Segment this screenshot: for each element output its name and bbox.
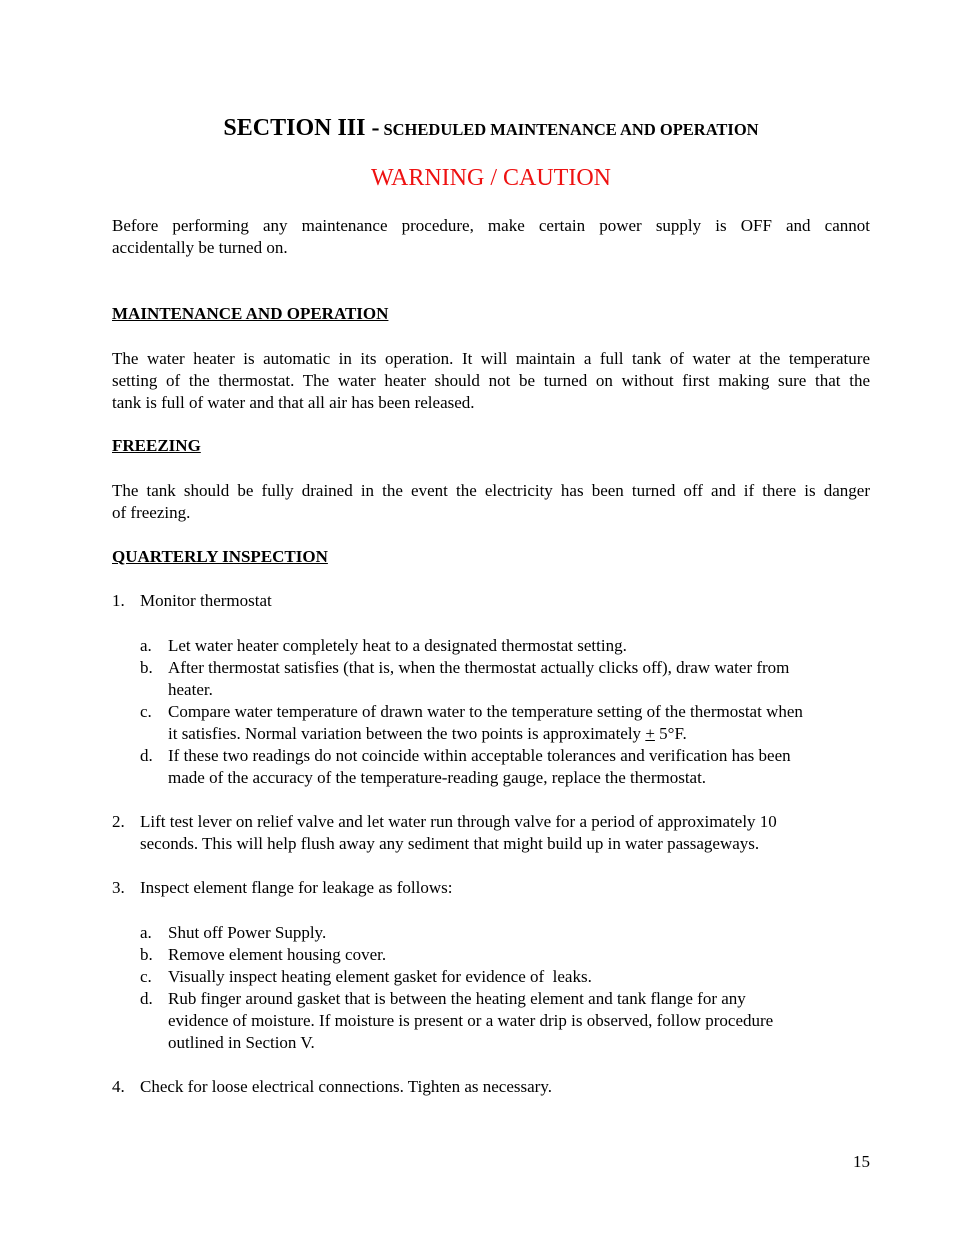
sub-item-text: Visually inspect heating element gasket for evidence of leaks. (168, 967, 592, 986)
tolerance-text: it satisfies. Normal variation between the two points is approximately (168, 724, 646, 743)
sub-item-text-cont: made of the accuracy of the temperature-reading gauge, replace the thermostat. (168, 768, 707, 787)
sub-item-3a (140, 922, 870, 944)
list-item-text: Lift test lever on relief valve and let water run through valve for a period of approximately 10 (140, 812, 777, 831)
sub-item-text: After thermostat satisfies (that is, when the thermostat actually clicks off), draw water from (168, 658, 790, 677)
sub-item-label: d. (140, 989, 153, 1008)
sub-item-text-cont: evidence of moisture. If moisture is present or a water drip is observed, follow procedure (168, 1011, 774, 1030)
maintenance-line-3: tank is full of water and that all air has been released. (112, 393, 475, 412)
freezing-heading: FREEZING (112, 436, 201, 455)
sub-item-label: b. (140, 945, 153, 964)
section-name: SCHEDULED MAINTENANCE AND OPERATION (383, 120, 759, 139)
sub-item-3d (140, 988, 870, 1054)
list-item-1 (112, 590, 870, 612)
sub-item-text: If these two readings do not coincide within acceptable tolerances and verification has been (168, 746, 791, 765)
sub-item-label: a. (140, 923, 152, 942)
sub-item-text: Let water heater completely heat to a designated thermostat setting. (168, 636, 627, 655)
sub-item-label: d. (140, 746, 153, 765)
tolerance-value: 5°F. (654, 724, 687, 743)
sub-item-text-cont: outlined in Section V. (168, 1033, 315, 1052)
sub-item-text: Remove element housing cover. (168, 945, 387, 964)
intro-line-1: Before performing any maintenance procedure, make certain power supply is OFF and cannot (112, 216, 870, 235)
sub-item-label: c. (140, 702, 152, 721)
sub-item-label: c. (140, 967, 152, 986)
maintenance-line-2: setting of the thermostat. The water heater should not be turned on without first making sure that the (112, 371, 870, 390)
sub-item-label: a. (140, 636, 152, 655)
sub-item-text: Shut off Power Supply. (168, 923, 327, 942)
intro-line-2: accidentally be turned on. (112, 238, 288, 257)
section-prefix: SECTION III - (223, 115, 380, 141)
list-item-text: Monitor thermostat (140, 591, 272, 610)
list-item-2 (112, 811, 870, 855)
page-number: 15 (853, 1152, 870, 1171)
maintenance-line-1: The water heater is automatic in its operation. It will maintain a full tank of water at the temperature (112, 349, 870, 368)
sub-item-1b (140, 657, 870, 701)
list-item-4 (112, 1076, 870, 1098)
sub-item-text: Compare water temperature of drawn water to the temperature setting of the thermostat when (168, 702, 803, 721)
list-item-number: 4. (112, 1077, 125, 1096)
sub-item-3b (140, 944, 870, 966)
plus-minus-symbol: + (645, 724, 655, 743)
sub-item-text-cont (168, 723, 687, 745)
list-item-number: 1. (112, 591, 125, 610)
list-item-number: 2. (112, 812, 125, 831)
list-item-text-cont: seconds. This will help flush away any sediment that might build up in water passageways. (140, 834, 760, 853)
sub-item-3c (140, 966, 870, 988)
sub-item-text: Rub finger around gasket that is between the heating element and tank flange for any (168, 989, 746, 1008)
freezing-line-2: of freezing. (112, 503, 191, 522)
maintenance-heading: MAINTENANCE AND OPERATION (112, 304, 389, 323)
freezing-line-1: The tank should be fully drained in the event the electricity has been turned off and if there is danger (112, 481, 870, 500)
sub-item-text-cont: heater. (168, 680, 213, 699)
section-title (112, 115, 870, 142)
quarterly-heading: QUARTERLY INSPECTION (112, 547, 328, 566)
list-item-text: Inspect element flange for leakage as follows: (140, 878, 453, 897)
sub-item-1d (140, 745, 870, 789)
sub-item-label: b. (140, 658, 153, 677)
list-item-number: 3. (112, 878, 125, 897)
warning-caution-heading: WARNING / CAUTION (371, 165, 611, 191)
sub-item-1a (140, 635, 870, 657)
sub-item-1c (140, 701, 870, 745)
list-item-text: Check for loose electrical connections. Tighten as necessary. (140, 1077, 552, 1096)
list-item-3 (112, 877, 870, 899)
